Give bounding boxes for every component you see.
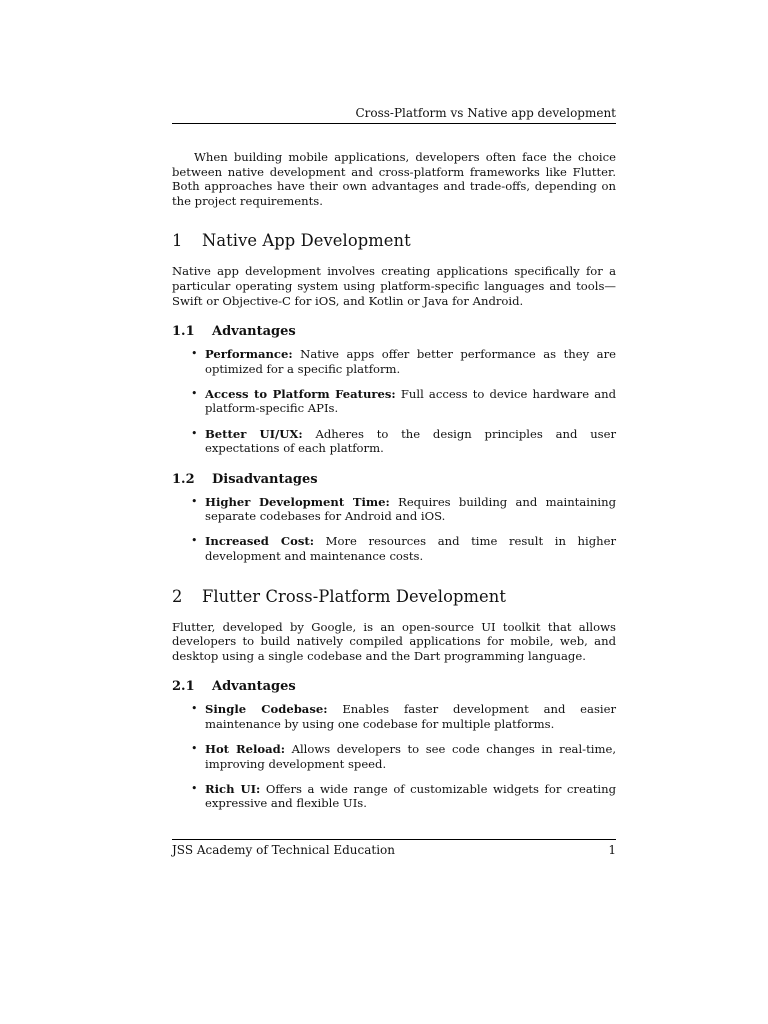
running-header: Cross-Platform vs Native app development <box>355 106 616 120</box>
section-body-native: Native app development involves creating applications specifically for a particular operating system using platform-specific languages and tools—Swift or Objective-C for iOS, and Kotlin or Java for Android. <box>172 264 616 308</box>
document-body <box>172 150 616 811</box>
section-number: 1 <box>172 231 183 251</box>
bullet-icon: • <box>191 426 198 440</box>
subsection-title: Disadvantages <box>212 471 318 487</box>
section-title: Flutter Cross-Platform Development <box>202 586 507 606</box>
item-text: Requires building and maintaining separate codebases for Android and iOS. <box>205 494 617 524</box>
native-advantages-list <box>172 347 616 456</box>
section-heading-native <box>172 231 616 251</box>
list-item <box>191 426 617 456</box>
section-number: 2 <box>172 586 183 606</box>
intro-paragraph: When building mobile applications, developers often face the choice between native development and cross-platform frameworks like Flutter. Both approaches have their own advantages and trade-offs, depending on the project requirements. <box>172 150 616 208</box>
bullet-icon: • <box>191 742 198 756</box>
item-text: Native apps offer better performance as they are optimized for a specific platform. <box>205 347 616 376</box>
bullet-icon: • <box>191 386 198 400</box>
item-text: Enables faster development and easier maintenance by using one codebase for multiple platforms. <box>205 702 617 731</box>
subsection-number: 1.2 <box>172 471 195 487</box>
subsection-heading-native-disadvantages <box>172 472 616 488</box>
list-item <box>191 702 617 731</box>
bullet-icon: • <box>191 534 198 548</box>
item-text: Offers a wide range of customizable widgets for creating expressive and flexible UIs. <box>205 781 616 811</box>
list-item <box>191 781 616 811</box>
list-item <box>191 494 617 524</box>
list-item <box>191 347 616 376</box>
subsection-number: 2.1 <box>172 679 195 695</box>
item-term: Higher Development Time: <box>205 494 390 509</box>
footer-rule <box>172 839 616 840</box>
item-term: Rich UI: <box>205 781 261 796</box>
item-term: Access to Platform Features: <box>205 386 396 401</box>
bullet-icon: • <box>191 702 198 716</box>
footer-institution: JSS Academy of Technical Education <box>172 843 396 857</box>
item-term: Performance: <box>205 347 293 362</box>
bullet-icon: • <box>191 494 198 508</box>
item-text: Allows developers to see code changes in real-time, improving development speed. <box>205 742 616 771</box>
subsection-heading-flutter-advantages <box>172 679 616 695</box>
item-term: Single Codebase: <box>205 702 328 717</box>
native-disadvantages-list <box>172 495 616 564</box>
bullet-icon: • <box>191 347 198 361</box>
subsection-number: 1.1 <box>172 324 195 340</box>
flutter-advantages-list <box>172 702 616 811</box>
item-term: Increased Cost: <box>205 534 314 549</box>
item-text: Adheres to the design principles and user expectations of each platform. <box>205 426 617 456</box>
subsection-title: Advantages <box>212 679 296 695</box>
item-text: Full access to device hardware and platform-specific APIs. <box>205 386 617 416</box>
subsection-title: Advantages <box>212 324 296 340</box>
bullet-icon: • <box>191 781 198 795</box>
list-item <box>191 534 616 563</box>
section-heading-flutter <box>172 587 616 607</box>
item-text: More resources and time result in higher development and maintenance costs. <box>205 534 616 563</box>
list-item <box>191 386 617 416</box>
page-number: 1 <box>608 843 616 857</box>
list-item <box>191 742 616 771</box>
item-term: Hot Reload: <box>205 742 286 757</box>
section-body-flutter: Flutter, developed by Google, is an open-source UI toolkit that allows developers to build natively compiled applications for mobile, web, and desktop using a single codebase and the Dart programming language. <box>172 619 616 663</box>
header-rule <box>172 123 616 124</box>
subsection-heading-native-advantages <box>172 324 616 340</box>
item-term: Better UI/UX: <box>205 426 303 441</box>
section-title: Native App Development <box>202 231 411 251</box>
